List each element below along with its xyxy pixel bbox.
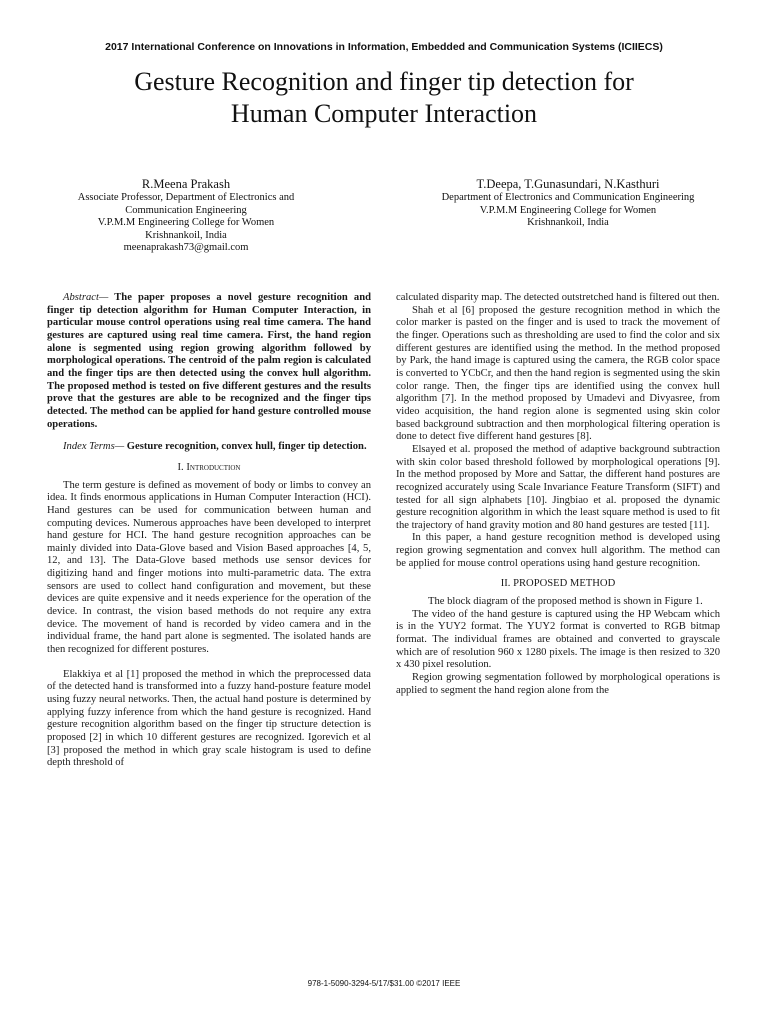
paragraph: Elsayed et al. proposed the method of adaptive background subtraction with skin color based threshold followed by morphological operations [9]. In the method proposed by More and Sattar, the different hand postures are recognized accurately using Scale Invariance Feature Transform (SIFT) and tested for all sign alphabets [10]. Jingbiao et al. proposed the dynamic gesture recognition algorithm in which the least square method is used to fit the trajectory of hand gravity motion and 80 hand gestures are tested [11]. (396, 443, 720, 531)
index-terms (47, 441, 371, 454)
section-heading-introduction: I. Introduction (177, 461, 241, 473)
abstract-label: Abstract— (63, 292, 109, 303)
copyright-footer: 978-1-5090-3294-5/17/$31.00 ©2017 IEEE (307, 979, 461, 988)
paragraph: calculated disparity map. The detected outstretched hand is filtered out then. (396, 292, 720, 303)
author-affiliation: Krishnankoil, India (527, 217, 609, 229)
paragraph: Shah et al [6] proposed the gesture recognition method in which the color marker is pasted on the finger and is used to track the movement of the finger. Operations such as thresholding are used to find the color and six different gestures are identified using the method. In the method proposed by Park, the hand image is captured using the camera, the RGB color space is converted to YCbCr, and then the hand region is segmented using the skin color range. Then, the finger tips are identified using the convex hull algorithm [7]. In the method proposed by Umadevi and Divyasree, from video acquisition, the hand region alone is segmented using skin color based background subtraction and then morphological filtering operation is done to detect five different hand gestures [8]. (396, 304, 720, 443)
paper-title (40, 66, 728, 130)
title-line-1: Gesture Recognition and finger tip detection for (134, 67, 634, 96)
author-affiliation: Krishnankoil, India (145, 229, 227, 241)
author-block-2 (418, 176, 718, 230)
author-block-1 (36, 176, 336, 255)
author-name: T.Deepa, T.Gunasundari, N.Kasthuri (476, 177, 660, 191)
section-heading-proposed-method: II. PROPOSED METHOD (500, 578, 616, 590)
author-affiliation: Associate Professor, Department of Electronics and (77, 192, 295, 203)
paragraph: The block diagram of the proposed method is shown in Figure 1. (428, 596, 703, 608)
author-name: R.Meena Prakash (141, 177, 231, 191)
right-column (396, 292, 720, 697)
paragraph: Region growing segmentation followed by morphological operations is applied to segment the hand region alone from the (396, 672, 720, 696)
paragraph: The term gesture is defined as movement of body or limbs to convey an idea. It finds enormous applications in Human Computer Interaction (HCI). Hand gestures can be used for communication between human and computing devices. Numerous approaches have been developed to interpret hand gesture for HCI. The hand gesture recognition approaches can be mainly divided into Data-Glove based and Vision Based approaches [4, 5, 12, and 13]. The Data-Glove based methods use sensor devices for digitizing hand and finger motions into multi-parametric data. The extra sensors are used to collect hand configuration and movement, but these devices are quite expensive and it needs experience for the operation of the device. In contrast, the vision based methods do not require any extra device. The movement of hand is recorded by video camera and in the individual frame, the hand part alone is segmented. The isolated hands are then recognized for different postures. (47, 479, 371, 656)
author-affiliation: V.P.M.M Engineering College for Women (97, 217, 275, 229)
index-terms-label: Index Terms— (63, 441, 125, 453)
conference-header: 2017 International Conference on Innovations in Information, Embedded and Communication Systems (ICIIECS) (105, 41, 663, 53)
title-line-2: Human Computer Interaction (230, 99, 538, 128)
abstract-text: The paper proposes a novel gesture recognition and finger tip detection algorithm for Human Computer Interaction, in particular mouse control operations using real time camera. The hand gestures are captured using real time camera. First, the hand region alone is segmented using region growing algorithm followed by morphological operations. The centroid of the palm region is calculated and the finger tips are then detected using the convex hull algorithm. The proposed method is tested on five different gestures and the results prove that the gestures are able to be recognized and the finger tips detected. The method can be applied for hand gesture controlled mouse operations. (47, 292, 371, 430)
paragraph: Elakkiya et al [1] proposed the method in which the preprocessed data of the detected hand is transformed into a fuzzy hand-posture feature model using fuzzy neural networks. Then, the actual hand posture is determined by applying fuzzy inference from which the hand gesture is recognized. Hand gesture recognition algorithm based on the finger tip structure detection is proposed [2] in which 10 different gestures are recognized. Igorevich et al [3] proposed the method in which gray scale histogram is used to define depth threshold of (47, 668, 371, 769)
index-terms-text: Gesture recognition, convex hull, finger tip detection. (124, 441, 367, 453)
paragraph: In this paper, a hand gesture recognition method is developed using region growing segmentation and convex hull algorithm. The method can be applied for mouse control operations using hand gesture recognition. (396, 532, 720, 569)
author-affiliation: V.P.M.M Engineering College for Women (479, 204, 657, 216)
paragraph: The video of the hand gesture is captured using the HP Webcam which is in the YUY2 format. The YUY2 format is converted to RGB bitmap format. The individual frames are obtained and converted to grayscale which are of resolution 960 x 1280 pixels. The image is then resized to 320 x 430 pixel resolution. (396, 608, 720, 671)
left-column (47, 292, 371, 770)
author-email: meenaprakash73@gmail.com (123, 242, 249, 254)
abstract (47, 292, 371, 431)
author-affiliation: Communication Engineering (125, 204, 247, 216)
author-affiliation: Department of Electronics and Communication Engineering (441, 192, 695, 203)
